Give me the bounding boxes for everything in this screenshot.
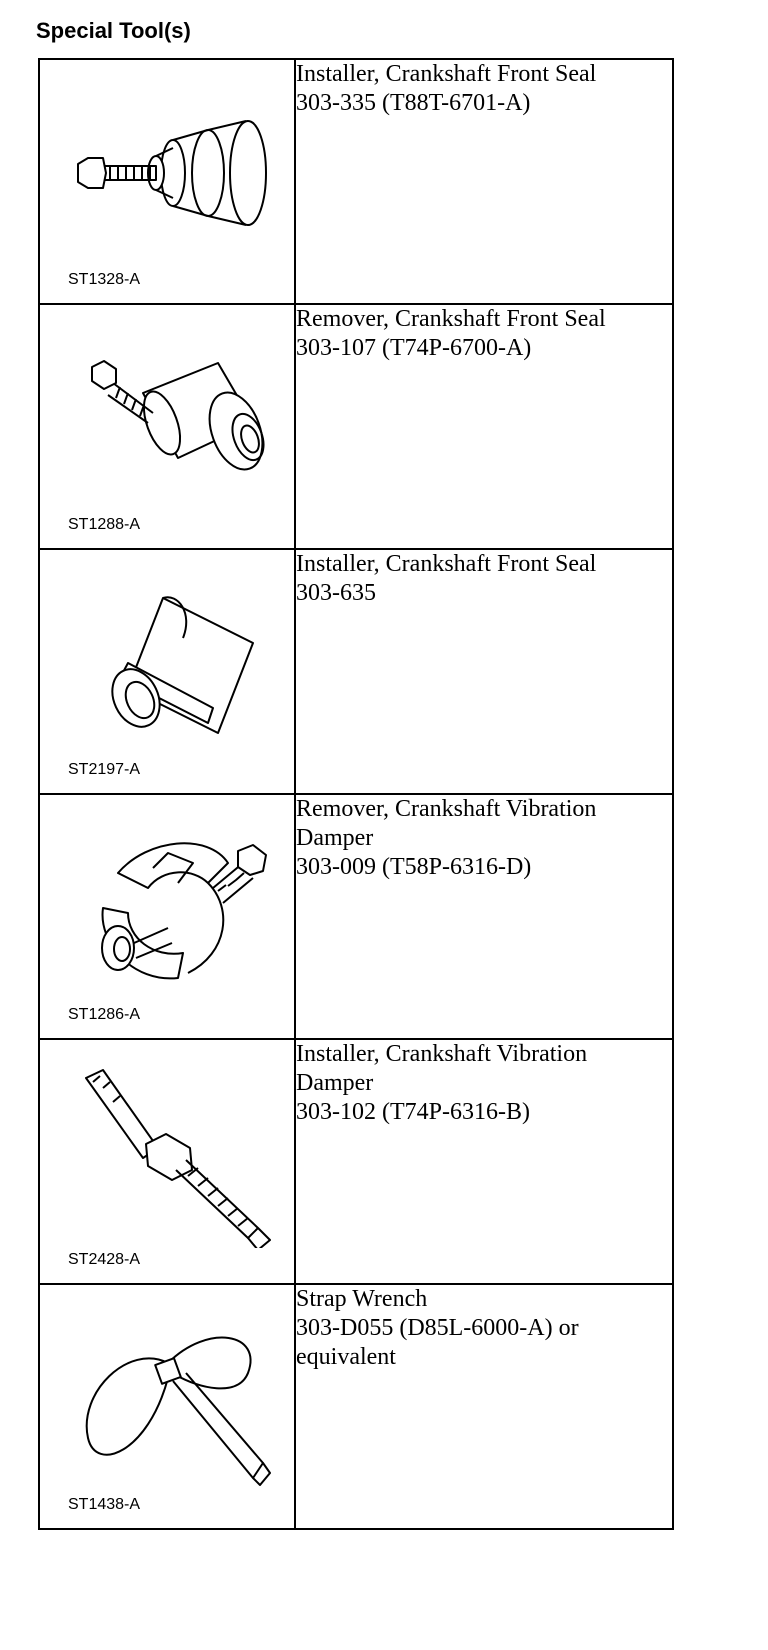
table-row: [39, 1039, 673, 1284]
table-row: [39, 59, 673, 304]
tool-description: [295, 1284, 673, 1529]
tool-part-number: 303-D055 (D85L-6000-A) or: [296, 1315, 579, 1341]
tool-image-cell: [39, 549, 295, 794]
tool-name-continued: Damper: [296, 1070, 374, 1096]
tool-name: Remover, Crankshaft Vibration: [296, 796, 597, 822]
tool-description: [295, 794, 673, 1039]
tool-description: [295, 549, 673, 794]
tool-image-cell: [39, 794, 295, 1039]
table-row: [39, 1284, 673, 1529]
tool-name-continued: Damper: [296, 825, 374, 851]
tool-name: Installer, Crankshaft Front Seal: [296, 551, 597, 577]
tool-description: [295, 304, 673, 549]
strap-wrench-icon: [58, 1303, 278, 1493]
seal-remover-icon: [58, 323, 278, 513]
tool-code: ST2428-A: [68, 1251, 141, 1268]
tool-description: [295, 59, 673, 304]
special-tools-table: [38, 58, 674, 1530]
tool-part-number: 303-102 (T74P-6316-B): [296, 1099, 530, 1125]
tool-image-cell: [39, 1284, 295, 1529]
tool-part-number: 303-335 (T88T-6701-A): [296, 90, 531, 116]
table-row: [39, 304, 673, 549]
tool-image-cell: [39, 59, 295, 304]
damper-installer-icon: [58, 1058, 278, 1248]
tool-code: ST2197-A: [68, 761, 141, 778]
seal-installer-icon: [58, 78, 278, 268]
tool-code: ST1286-A: [68, 1006, 141, 1023]
tool-part-number: 303-107 (T74P-6700-A): [296, 335, 532, 361]
tool-code: ST1288-A: [68, 516, 141, 533]
tool-code: ST1438-A: [68, 1496, 141, 1513]
tool-code: ST1328-A: [68, 271, 141, 288]
tool-image-cell: [39, 1039, 295, 1284]
tool-part-number: 303-635: [296, 580, 376, 606]
table-row: [39, 794, 673, 1039]
page-title: Special Tool(s): [36, 18, 191, 43]
tool-description: [295, 1039, 673, 1284]
tool-image-cell: [39, 304, 295, 549]
tool-name: Remover, Crankshaft Front Seal: [296, 306, 606, 332]
damper-remover-icon: [58, 813, 278, 1003]
table-row: [39, 549, 673, 794]
tool-name: Strap Wrench: [296, 1286, 428, 1312]
tool-part-number: 303-009 (T58P-6316-D): [296, 854, 532, 880]
tool-name: Installer, Crankshaft Front Seal: [296, 61, 597, 87]
tool-note: equivalent: [296, 1344, 396, 1370]
tool-name: Installer, Crankshaft Vibration: [296, 1041, 588, 1067]
seal-installer-sleeve-icon: [58, 568, 278, 758]
